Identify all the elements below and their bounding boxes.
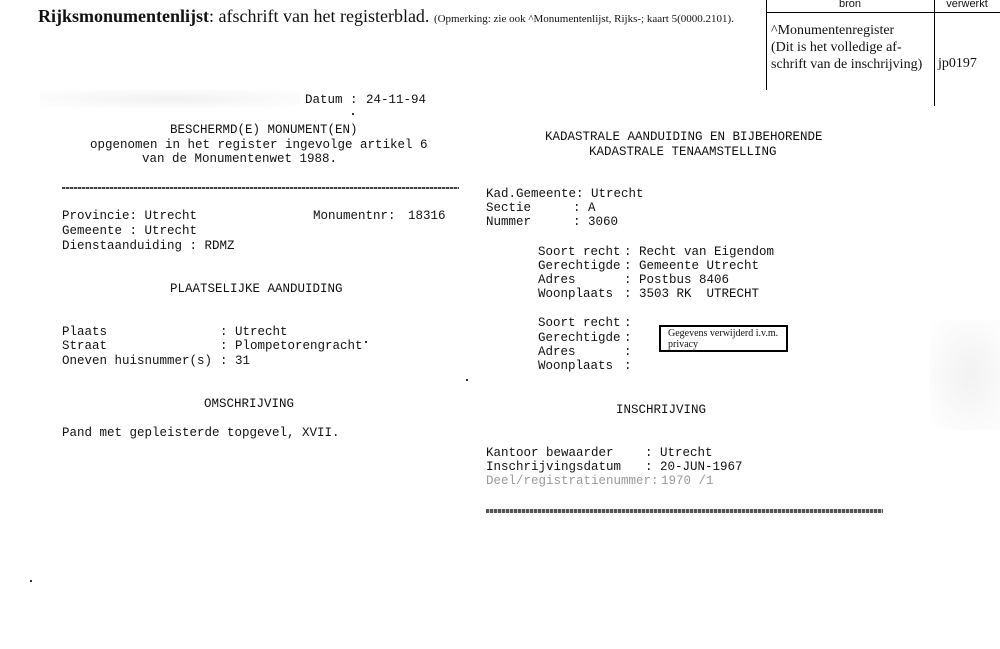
- provincie-line: Provincie: Utrecht: [62, 209, 198, 223]
- processed-cell: jp0197: [938, 56, 977, 71]
- source-line: (Dit is het volledige af-: [771, 40, 902, 55]
- column-header-processed: verwerkt: [946, 0, 988, 10]
- rights-value: :: [624, 316, 632, 330]
- plaatselijke-heading: PLAATSELIJKE AANDUIDING: [170, 282, 343, 296]
- monumentnr-label: Monumentnr:: [313, 209, 396, 223]
- column-header-source: bron: [838, 0, 862, 10]
- plaats-label: Plaats: [62, 325, 108, 339]
- kantoor-value: : Utrecht: [645, 446, 713, 460]
- title-rest: : afschrift van het registerblad.: [209, 6, 430, 26]
- inschrijvingsdatum-value: : 20-JUN-1967: [645, 460, 743, 474]
- scan-smudge: [930, 320, 1000, 430]
- rights-label: Adres: [538, 273, 576, 287]
- meta-table: [766, 0, 1000, 106]
- sectie-value: : A: [573, 201, 596, 215]
- kadastrale-heading: KADASTRALE AANDUIDING EN BIJBEHORENDE: [545, 130, 823, 144]
- rights-value: :: [624, 331, 632, 345]
- rights-value: : Postbus 8406: [624, 273, 730, 287]
- straat-label: Straat: [62, 339, 108, 353]
- gemeente-line: Gemeente : Utrecht: [62, 224, 198, 238]
- omschrijving-text: Pand met gepleisterde topgevel, XVII.: [62, 426, 340, 440]
- heading-line: opgenomen in het register ingevolge artikel 6: [90, 138, 428, 152]
- rights-value: : Recht van Eigendom: [624, 245, 775, 259]
- kad-gemeente-line: Kad.Gemeente: Utrecht: [486, 187, 644, 201]
- rights-value: :: [624, 359, 632, 373]
- inschrijvingsdatum-label: Inschrijvingsdatum: [486, 460, 622, 474]
- sectie-label: Sectie: [486, 201, 532, 215]
- rights-label: Gerechtigde: [538, 331, 621, 345]
- kadastrale-subheading: KADASTRALE TENAAMSTELLING: [589, 145, 777, 159]
- table-border-left: [766, 0, 767, 90]
- inschrijving-heading: INSCHRIJVING: [616, 403, 707, 417]
- bottom-divider-rule: [486, 509, 883, 513]
- nummer-label: Nummer: [486, 215, 532, 229]
- deel-label: Deel/registratienummer:: [486, 474, 659, 488]
- nummer-value: : 3060: [573, 215, 619, 229]
- title-note: (Opmerking: zie ook ^Monumentenlijst, Rijks-; kaart 5(0000.2101).: [433, 13, 734, 25]
- heading-line: BESCHERMD(E) MONUMENT(EN): [170, 123, 358, 137]
- rights-label: Soort recht: [538, 245, 621, 259]
- rights-label: Adres: [538, 345, 576, 359]
- rights-label: Woonplaats: [538, 287, 614, 301]
- huisnummer-value: : 31: [220, 354, 251, 368]
- scan-speck: [30, 580, 32, 582]
- rights-value: : 3503 RK UTRECHT: [624, 287, 760, 301]
- rights-label: Gerechtigde: [538, 259, 621, 273]
- source-line: schrift van de inschrijving): [771, 57, 923, 72]
- monumentnr-value: 18316: [408, 209, 446, 223]
- title-bold: Rijksmonumentenlijst: [38, 6, 210, 26]
- scan-smudge: [40, 90, 300, 108]
- dienst-line: Dienstaanduiding : RDMZ: [62, 239, 235, 253]
- scan-speck: [352, 113, 354, 115]
- rights-label: Woonplaats: [538, 359, 614, 373]
- omschrijving-heading: OMSCHRIJVING: [204, 397, 295, 411]
- scan-speck: [466, 379, 468, 381]
- kantoor-label: Kantoor bewaarder: [486, 446, 614, 460]
- table-header-rule: [766, 12, 1000, 13]
- heading-line: van de Monumentenwet 1988.: [142, 152, 338, 166]
- redaction-box: Gegevens verwijderd i.v.m. privacy: [659, 325, 788, 352]
- straat-value: : Plompetorengracht: [220, 339, 363, 353]
- plaats-value: : Utrecht: [220, 325, 288, 339]
- deel-value: 1970 /1: [661, 474, 714, 488]
- rights-value: :: [624, 345, 632, 359]
- scan-speck: [365, 341, 367, 343]
- date-value: 24-11-94: [366, 93, 427, 107]
- divider-rule: [62, 187, 459, 189]
- date-label: Datum :: [305, 93, 358, 107]
- source-line: ^Monumentenregister: [771, 23, 895, 38]
- source-cell: [771, 22, 935, 73]
- rights-label: Soort recht: [538, 316, 621, 330]
- rights-value: : Gemeente Utrecht: [624, 259, 760, 273]
- huisnummer-label: Oneven huisnummer(s): [62, 354, 213, 368]
- document-title: [38, 6, 734, 27]
